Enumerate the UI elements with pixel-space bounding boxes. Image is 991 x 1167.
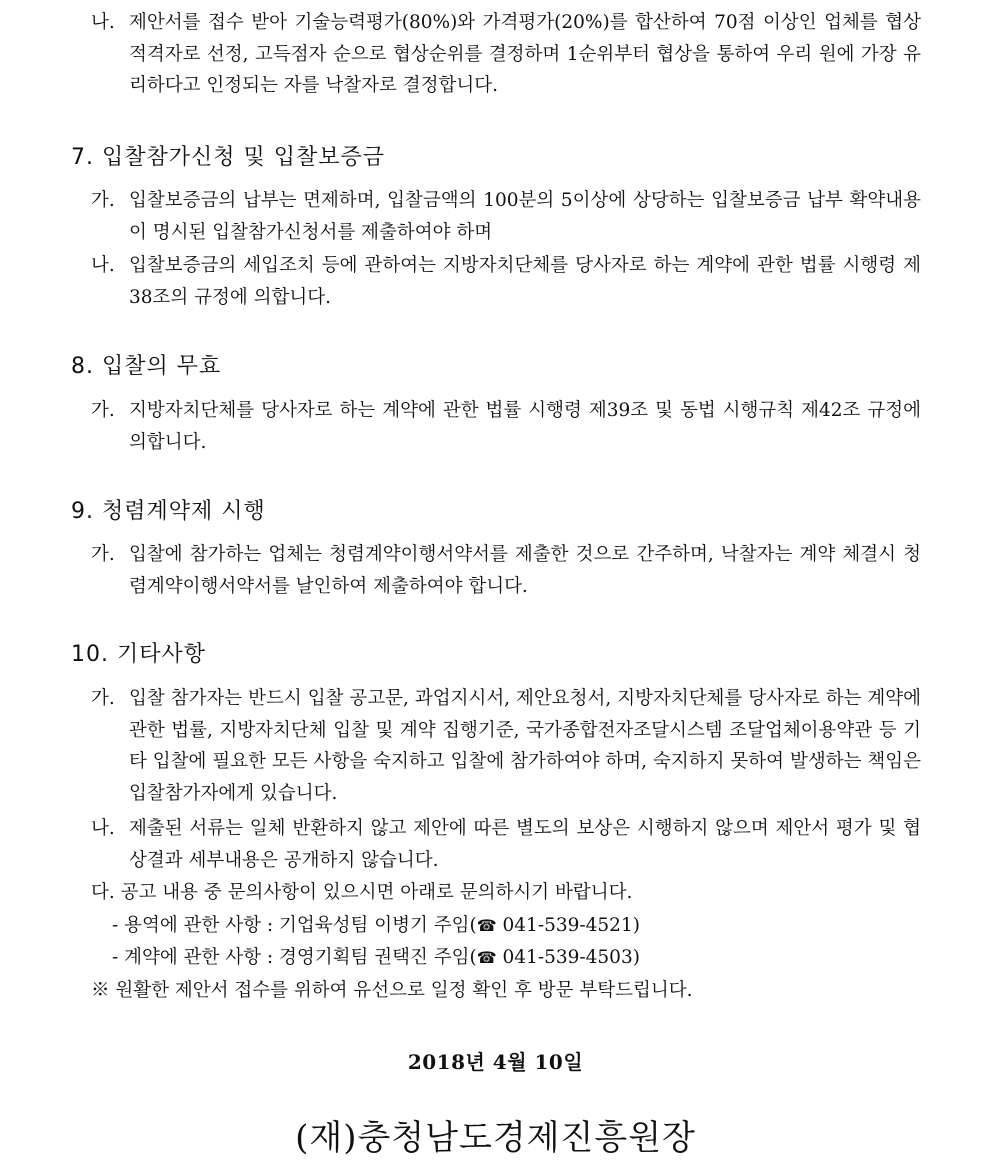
phone-icon: ☎ — [476, 916, 497, 935]
contact-label: - 계약에 관한 사항 : 경영기획팀 권택진 주임( — [112, 947, 477, 968]
contact-phone: 041-539-4521) — [496, 915, 640, 936]
contact-line-service — [112, 910, 640, 942]
item-text: 입찰 참가자는 반드시 입찰 공고문, 과업지시서, 제안요청서, 지방자치단체를 당사자로 하는 계약에 관한 법률, 지방자치단체 입찰 및 계약 집행기준, 국가종합전자조달시스템 조달업체이용약관 등 기타 입찰에 필요한 모든 사항을 숙지하고 입찰에 참가하여야 하며, 숙지하지 못하여 발생하는 책임은 입찰참가자에게 있습니다. — [129, 688, 921, 804]
section-7-item-2 — [91, 250, 921, 313]
item-text: 입찰에 참가하는 업체는 청렴계약이행서약서를 제출한 것으로 간주하며, 낙찰자는 계약 체결시 청렴계약이행서약서를 날인하여 제출하여야 합니다. — [129, 544, 921, 597]
section-10-heading: 10. 기타사항 — [71, 642, 206, 667]
phone-icon: ☎ — [476, 948, 497, 967]
intro-item — [91, 7, 921, 102]
item-text: 제안서를 접수 받아 기술능력평가(80%)와 가격평가(20%)를 합산하여 70점 이상인 업체를 협상적격자로 선정, 고득점자 순으로 협상순위를 결정하며 1순위부터 협상을 통하여 우리 원에 가장 유리하다고 인정되는 자를 낙찰자로 결정합니다. — [129, 12, 921, 96]
item-marker: 다. — [91, 882, 115, 903]
visit-note: ※ 원활한 제안서 접수를 위하여 유선으로 일정 확인 후 방문 부탁드립니다. — [91, 980, 693, 1001]
item-marker: 가. — [91, 190, 115, 211]
item-marker: 나. — [91, 255, 115, 276]
item-text: 공고 내용 중 문의사항이 있으시면 아래로 문의하시기 바랍니다. — [120, 882, 633, 903]
item-marker: 가. — [91, 688, 115, 709]
contact-line-contract — [112, 942, 640, 974]
section-10-item-1 — [91, 683, 921, 809]
contact-phone: 041-539-4503) — [496, 947, 640, 968]
item-marker: 나. — [91, 818, 115, 839]
item-text: 제출된 서류는 일체 반환하지 않고 제안에 따른 별도의 보상은 시행하지 않으며 제안서 평가 및 협상결과 세부내용은 공개하지 않습니다. — [129, 818, 921, 871]
section-7-heading: 7. 입찰참가신청 및 입찰보증금 — [71, 145, 385, 170]
section-10-item-3 — [91, 877, 632, 909]
section-8-item-1 — [91, 395, 921, 458]
issuer-signature: (재)충청남도경제진흥원장 — [295, 1118, 696, 1158]
section-9-heading: 9. 청렴계약제 시행 — [71, 499, 266, 524]
item-text: 지방자치단체를 당사자로 하는 계약에 관한 법률 시행령 제39조 및 동법 시행규칙 제42조 규정에 의합니다. — [129, 400, 921, 453]
contact-label: - 용역에 관한 사항 : 기업육성팀 이병기 주임( — [112, 915, 477, 936]
section-8-heading: 8. 입찰의 무효 — [71, 354, 222, 379]
document-date: 2018년 4월 10일 — [407, 1050, 584, 1074]
item-marker: 나. — [91, 12, 115, 33]
item-text: 입찰보증금의 납부는 면제하며, 입찰금액의 100분의 5이상에 상당하는 입찰보증금 납부 확약내용이 명시된 입찰참가신청서를 제출하여야 하며 — [129, 190, 921, 243]
section-7-item-1 — [91, 185, 921, 248]
section-9-item-1 — [91, 539, 921, 602]
section-10-item-2 — [91, 813, 921, 876]
item-marker: 가. — [91, 544, 115, 565]
item-marker: 가. — [91, 400, 115, 421]
item-text: 입찰보증금의 세입조치 등에 관하여는 지방자치단체를 당사자로 하는 계약에 관한 법률 시행령 제38조의 규정에 의합니다. — [129, 255, 921, 308]
